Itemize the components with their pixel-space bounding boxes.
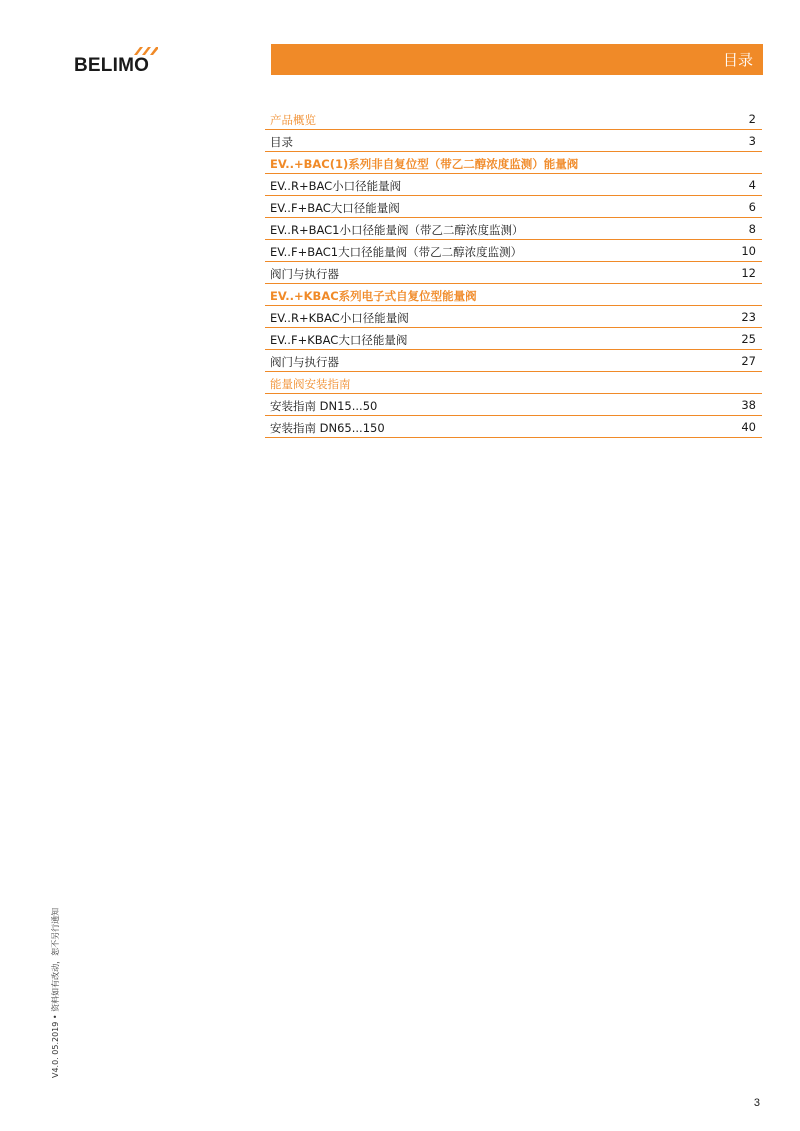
toc-row[interactable] xyxy=(265,394,762,416)
toc-row[interactable] xyxy=(265,108,762,130)
toc-label: EV..+BAC(1)系列非自复位型（带乙二醇浓度监测）能量阀 xyxy=(270,157,579,171)
toc-row[interactable] xyxy=(265,416,762,438)
toc-row[interactable] xyxy=(265,328,762,350)
toc-row[interactable] xyxy=(265,240,762,262)
toc-label: EV..+KBAC系列电子式自复位型能量阀 xyxy=(270,289,477,303)
toc-row[interactable] xyxy=(265,306,762,328)
toc-page-number: 2 xyxy=(748,112,756,126)
toc-page-number: 27 xyxy=(741,354,756,368)
toc-row[interactable] xyxy=(265,130,762,152)
toc-page-number: 8 xyxy=(748,222,756,236)
logo-mark-icon xyxy=(134,43,158,55)
toc-label: 安装指南 DN65...150 xyxy=(270,421,385,435)
toc-page-number: 10 xyxy=(741,244,756,258)
toc-row[interactable] xyxy=(265,262,762,284)
toc-label: 阀门与执行器 xyxy=(270,267,339,281)
toc-label: EV..R+KBAC小口径能量阀 xyxy=(270,311,409,325)
toc-page-number: 4 xyxy=(748,178,756,192)
toc-row[interactable] xyxy=(265,174,762,196)
toc-row[interactable] xyxy=(265,218,762,240)
toc-label: EV..F+BAC1大口径能量阀（带乙二醇浓度监测） xyxy=(270,245,523,259)
toc-page-number: 40 xyxy=(741,420,756,434)
toc-page-number: 6 xyxy=(748,200,756,214)
toc-page-number: 3 xyxy=(748,134,756,148)
table-of-contents xyxy=(265,108,762,438)
page-number: 3 xyxy=(753,1097,760,1109)
toc-label: EV..F+BAC大口径能量阀 xyxy=(270,201,400,215)
toc-row[interactable] xyxy=(265,196,762,218)
toc-label: 目录 xyxy=(270,135,293,149)
toc-label: 安装指南 DN15...50 xyxy=(270,399,378,413)
toc-page-number: 25 xyxy=(741,332,756,346)
toc-label: 产品概览 xyxy=(270,113,316,127)
toc-row[interactable] xyxy=(265,284,762,306)
toc-label: EV..R+BAC小口径能量阀 xyxy=(270,179,402,193)
side-note: V4.0. 05.2019 • 资料如有改动，恕不另行通知 xyxy=(51,907,60,1078)
toc-row[interactable] xyxy=(265,152,762,174)
toc-row[interactable] xyxy=(265,372,762,394)
toc-row[interactable] xyxy=(265,350,762,372)
toc-page-number: 38 xyxy=(741,398,756,412)
toc-label: 能量阀安装指南 xyxy=(270,377,351,391)
toc-label: EV..R+BAC1小口径能量阀（带乙二醇浓度监测） xyxy=(270,223,524,237)
toc-page-number: 23 xyxy=(741,310,756,324)
logo-text: BELIMO xyxy=(74,55,150,76)
belimo-logo xyxy=(74,43,158,77)
toc-label: 阀门与执行器 xyxy=(270,355,339,369)
page-title: 目录 xyxy=(722,51,753,69)
toc-label: EV..F+KBAC大口径能量阀 xyxy=(270,333,408,347)
header-bar xyxy=(271,44,763,75)
toc-page-number: 12 xyxy=(741,266,756,280)
